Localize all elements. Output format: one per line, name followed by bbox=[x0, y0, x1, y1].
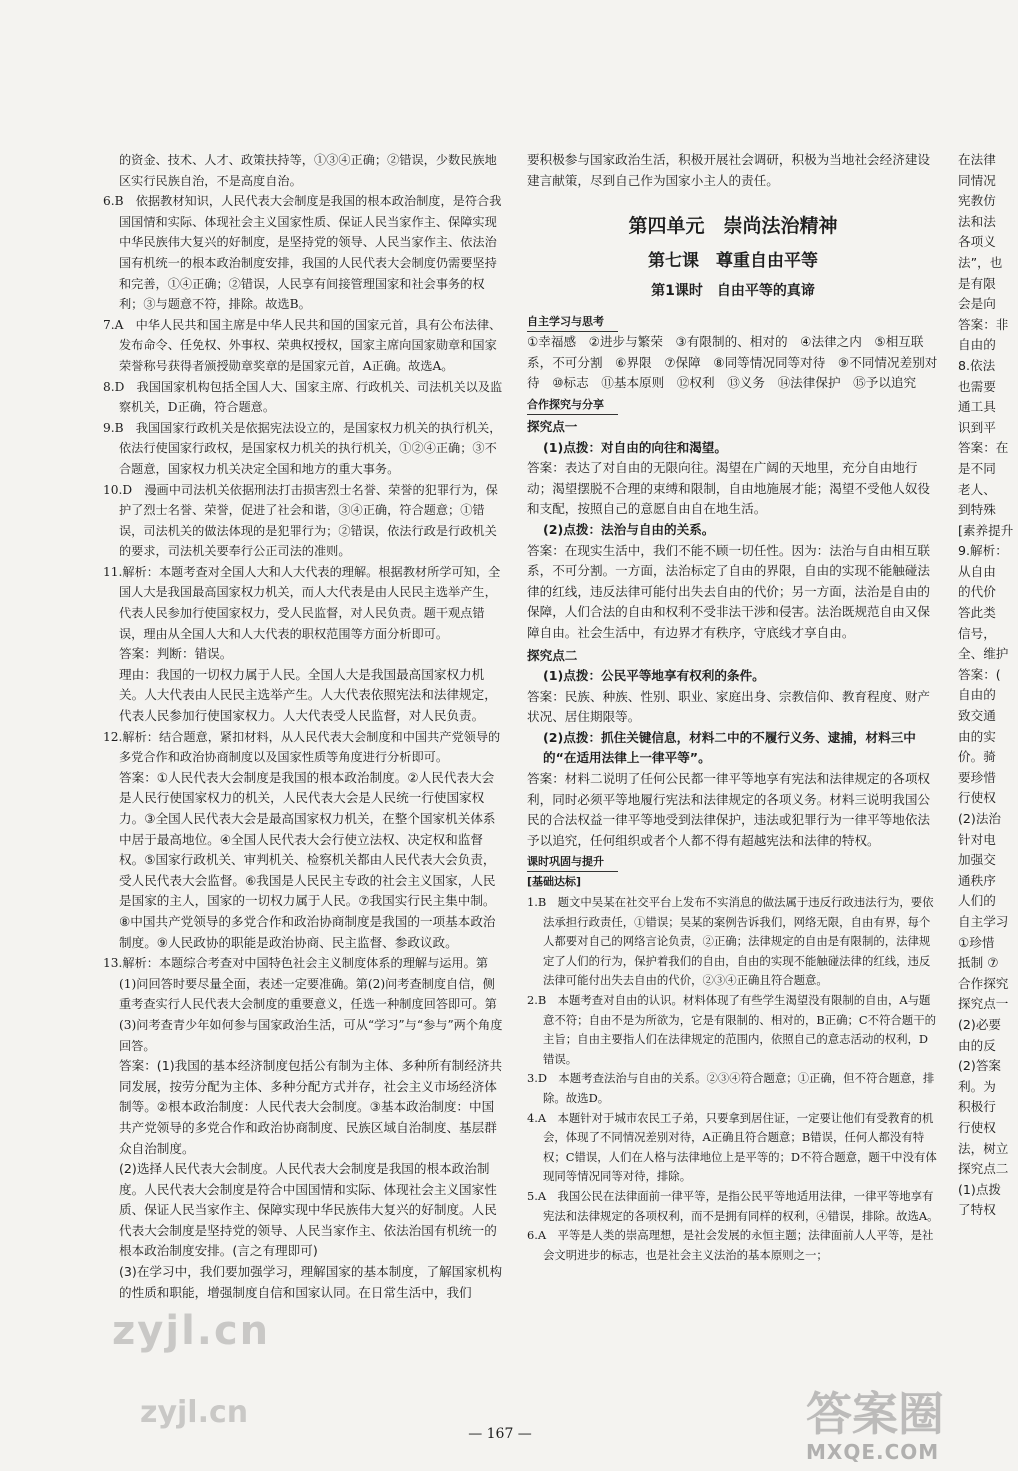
answer-item-13-answer-1: 答案：(1)我国的基本经济制度包括公有制为主体、多种所有制经济共同发展，按劳分配为主体、多种分配方式并存，社会主义市场经济体制等。②根本政治制度：人民代表大会制度。③基本政治制度：中国共产党领导的多党合作和政治协商制度、民族区域自治制度、基层群众自治制度。 bbox=[119, 1058, 503, 1156]
explore-2-question-2: (2)点拨：抓住关键信息，材料二中的不履行义务、逮捕，材料三中的“在适用法律上一律平等”。 bbox=[543, 729, 916, 766]
right-column-line: 针对电 bbox=[958, 831, 996, 847]
page-number: — 167 — bbox=[468, 1426, 532, 1442]
right-column-line: 价。骑 bbox=[958, 749, 996, 765]
right-column-line: 信号， bbox=[958, 625, 996, 641]
right-column-line: 了特权 bbox=[958, 1202, 996, 1218]
right-column-line: 探究点一 bbox=[958, 996, 1009, 1012]
right-column-line: 探究点二 bbox=[958, 1161, 1009, 1177]
right-column-line: 答案：非 bbox=[958, 316, 1009, 332]
right-column-line: 答案：在 bbox=[958, 440, 1009, 456]
right-column-line: 也需要 bbox=[958, 378, 996, 394]
right-column-line: 答此类 bbox=[958, 605, 996, 621]
explore-1-answer-2: 答案：在现实生活中，我们不能不顾一切任性。因为：法治与自由相互联系，不可分割。一方面，法治标定了自由的界限，自由的实现不能触碰法律的红线，违反法律可能付出失去自由的代价；另一方面，法治是自由的保障，人们合法的自由和权利不受非法干涉和侵害。法治既规范自由又保障自由。社会生活中，有边界才有秩序，守底线才享自由。 bbox=[527, 542, 930, 640]
right-column-line: [素养提升 bbox=[958, 522, 1014, 538]
right-column-line: 全、维护 bbox=[958, 646, 1009, 662]
right-column-line: (2)必要 bbox=[958, 1016, 1002, 1032]
right-column-line: (2)答案 bbox=[958, 1058, 1002, 1074]
answer-item-7: 7.A 中华人民共和国主席是中华人民共和国的国家元首，具有公布法律、发布命令、任免权、外事权、荣典权授权，国家主席向国家勋章和国家荣誉称号获得者颁授勋章奖章的是国家元首，A正确。故选A。 bbox=[103, 317, 502, 373]
right-column-line: 通秩序 bbox=[958, 872, 996, 888]
right-column-line: 致交通 bbox=[958, 708, 996, 724]
explore-point-1-heading: 探究点一 bbox=[527, 418, 578, 434]
right-column-line: 自由的 bbox=[958, 687, 996, 703]
explore-2-answer-1: 答案：民族、种族、性别、职业、家庭出身、宗教信仰、教育程度、财产状况、居住期限等。 bbox=[527, 688, 930, 725]
answer-item-12-answer: 答案：①人民代表大会制度是我国的根本政治制度。②人民代表大会是人民行使国家权力的机关，人民代表大会是人民统一行使国家权力。③全国人民代表大会是最高国家权力机关，在整个国家机关体系中居于最高地位。④全国人民代表大会行使立法权、决定权和监督权。⑤国家行政机关、审判机关、检察机关都由人民代表大会负责，受人民代表大会监督。⑥我国是人民民主专政的社会主义国家，人民是国家的主人，国家的一切权力属于人民。⑦我国实行民主集中制。⑧中国共产党领导的多党合作和政治协商制度是我国的一项基本政治制度。⑨人民政协的职能是政治协商、民主监督、参政议政。 bbox=[119, 769, 496, 950]
right-column-line: 行使权 bbox=[958, 1119, 996, 1135]
watermark-url: MXQE.COM bbox=[806, 1440, 940, 1464]
explore-1-question-2: (2)点拨：法治与自由的关系。 bbox=[543, 521, 715, 537]
answer-item-11-analysis: 11.解析：本题考查对全国人大和人大代表的理解。根据教材所学可知，全国人大是我国最高国家权力机关，而人大代表是由人民民主选举产生，代表人民参加行使国家权力，受人民监督，对人民负责。题干观点错误，理由从全国人大和人大代表的职权范围等方面分析即可。 bbox=[103, 564, 501, 641]
exercise-item-2: 2.B 本题考查对自由的认识。材料体现了有些学生渴望没有限制的自由，A与题意不符；自由不是为所欲为，它是有限制的、相对的，B正确；C不符合题干的主旨；自由主要指人们在法律规定的范围内，依照自己的意志活动的权利，D错误。 bbox=[527, 993, 936, 1066]
watermark-left: zyjl.cn bbox=[112, 1308, 271, 1354]
right-column-line: 法，树立 bbox=[958, 1140, 1009, 1156]
explore-1-answer-1: 答案：表达了对自由的无限向往。渴望在广阔的天地里，充分自由地行动；渴望摆脱不合理的束缚和限制，自由地施展才能；渴望不受他人奴役和支配，按照自己的意愿自由自在地生活。 bbox=[527, 460, 930, 517]
right-column-line: 自主学习 bbox=[958, 913, 1009, 929]
left-column bbox=[103, 150, 505, 1303]
watermark-bottom: zyjl.cn bbox=[140, 1395, 249, 1430]
right-column-line: 在法律 bbox=[958, 152, 996, 167]
explore-point-2-heading: 探究点二 bbox=[527, 647, 578, 663]
right-column-line: 人们的 bbox=[958, 893, 996, 909]
intro-paragraph: 要积极参与国家政治生活，积极开展社会调研，积极为当地社会经济建设建言献策，尽到自己作为国家小主人的责任。 bbox=[527, 152, 930, 188]
period-title: 第1课时 自由平等的真谛 bbox=[651, 283, 815, 300]
answer-item-13-answer-2: (2)选择人民代表大会制度。人民代表大会制度是我国的根本政治制度。人民代表大会制度是符合中国国情和实际、体现社会主义国家性质、保证人民当家作主、保障实现中华民族伟大复兴的好制度。人民代表大会制度是坚持党的领导、人民当家作主、依法治国有机统一的根本政治制度安排。(言之有理即可) bbox=[119, 1161, 497, 1259]
answer-item-8: 8.D 我国国家机构包括全国人大、国家主席、行政机关、司法机关以及监察机关，D正确，符合题意。 bbox=[103, 379, 503, 415]
answer-item-11-answer: 答案：判断：错误。 bbox=[119, 646, 233, 662]
right-column-cropped bbox=[958, 150, 1018, 1221]
exercise-item-3: 3.D 本题考查法治与自由的关系。②③④符合题意；①正确，但不符合题意，排除。故选D。 bbox=[527, 1071, 935, 1105]
right-column-line: 要珍惜 bbox=[958, 769, 996, 785]
right-column-line: 是有限 bbox=[958, 275, 996, 291]
right-column-line: 各项义 bbox=[958, 234, 996, 250]
exercise-item-6: 6.A 平等是人类的崇高理想，是社会发展的永恒主题；法律面前人人平等，是社会文明进步的标志，也是社会主义法治的基本原则之一； bbox=[527, 1228, 934, 1262]
right-column-line: 同情况 bbox=[958, 172, 996, 188]
right-column-line: 由的反 bbox=[958, 1037, 996, 1053]
right-column-line: (1)点拨 bbox=[958, 1181, 1002, 1197]
lesson-title: 第七课 尊重自由平等 bbox=[648, 251, 818, 272]
section-heading-consolidation: 课时巩固与提升 bbox=[527, 853, 618, 872]
answer-item-10: 10.D 漫画中司法机关依据刑法打击损害烈士名誉、荣誉的犯罪行为，保护了烈士名誉、荣誉，促进了社会和谐，③④正确，符合题意；①错误，司法机关的做法体现的是犯罪行为；②错误，依法行政是行政机关的要求，司法机关要奉行公正司法的准则。 bbox=[103, 482, 498, 559]
self-study-answers: ①幸福感 ②进步与繁荣 ③有限制的、相对的 ④法律之内 ⑤相互联系，不可分割 ⑥界限 ⑦保障 ⑧同等情况同等对待 ⑨不同情况差别对待 ⑩标志 ⑪基本原则 ⑫权利 ⑬义务 ⑭法律保护 ⑮予以追究 bbox=[527, 334, 938, 391]
middle-column bbox=[527, 150, 939, 1265]
right-column-line: 是不同 bbox=[958, 460, 996, 476]
explore-1-question-1: (1)点拨：对自由的向往和渴望。 bbox=[543, 439, 727, 455]
right-column-line: 由的实 bbox=[958, 728, 996, 744]
answer-item-12-analysis: 12.解析：结合题意，紧扣材料，从人民代表大会制度和中国共产党领导的多党合作和政治协商制度以及国家性质等角度进行分析即可。 bbox=[103, 729, 501, 765]
exercise-item-5: 5.A 我国公民在法律面前一律平等，是指公民平等地适用法律，一律平等地享有宪法和法律规定的各项权利，而不是拥有同样的权利，④错误，排除。故选A。 bbox=[527, 1188, 939, 1223]
right-column-line: 合作探究 bbox=[958, 975, 1009, 991]
explore-2-question-1: (1)点拨：公民平等地享有权利的条件。 bbox=[543, 668, 765, 684]
right-column-line: (2)法治 bbox=[958, 811, 1002, 826]
right-column-line: 行使权 bbox=[958, 790, 996, 806]
exercise-item-1: 1.B 题文中吴某在社交平台上发布不实消息的做法属于违反行政违法行为，要依法承担行政责任，①错误；吴某的案例告诉我们，网络无限，自由有界，每个人都要对自己的网络言论负责，②正确；法律规定的自由是有限制的，法律规定了人们的行为，保护着我们的自由，自由的实现不能触碰法律的红线，违反法律可能付出失去自由的代价，②③④正确且符合题意。 bbox=[527, 895, 934, 988]
unit-title: 第四单元 崇尚法治精神 bbox=[628, 215, 838, 238]
right-column-line: 自由的 bbox=[958, 337, 996, 353]
exercise-item-4: 4.A 本题针对于城市农民工子弟，只要拿到居住证，一定要让他们有受教育的机会，体现了不同情况差别对待，A正确且符合题意；B错误，任何人都没有特权；C错误，人们在人格与法律地位上是平等的；D不符合题意，题干中没有体现同等情况同等对待，排除。 bbox=[527, 1110, 937, 1184]
answer-paragraph: 的资金、技术、人才、政策扶持等，①③④正确；②错误，少数民族地区实行民族自治，不是高度自治。 bbox=[119, 153, 497, 188]
right-column-line: 积极行 bbox=[958, 1099, 996, 1115]
answer-item-13-answer-3: (3)在学习中，我们要加强学习，理解国家的基本制度，了解国家机构的性质和职能，增强制度自信和国家认同。在日常生活中，我们 bbox=[119, 1264, 503, 1300]
right-column-line: 会是向 bbox=[958, 296, 996, 312]
answer-item-11-reason: 理由：我国的一切权力属于人民。全国人大是我国最高国家权力机关。人大代表由人民民主选举产生。人大代表依照宪法和法律规定，代表人民参加行使国家权力。人大代表受人民监督，对人民负责。 bbox=[119, 666, 497, 724]
section-heading-self-study: 自主学习与思考 bbox=[527, 313, 618, 332]
right-column-line: 老人、 bbox=[958, 481, 996, 497]
answer-item-9: 9.B 我国国家行政机关是依据宪法设立的，是国家权力机关的执行机关，依法行使国家行政权，是国家权力机关的执行机关，①②④正确；③不合题意，国家权力机关决定全国和地方的重大事务。 bbox=[103, 420, 502, 476]
right-column-line: 加强交 bbox=[958, 852, 996, 868]
right-column-line: 从自由 bbox=[958, 563, 996, 579]
right-column-line: 识到平 bbox=[958, 419, 996, 435]
right-column-line: 宪教仿 bbox=[958, 193, 996, 209]
right-column-line: 法”，也 bbox=[958, 254, 1003, 270]
answer-item-13-analysis: 13.解析：本题综合考查对中国特色社会主义制度体系的理解与运用。第(1)问回答时要尽量全面，表述一定要准确。第(2)问考查制度自信，侧重考查实行人民代表大会制度的重要意义，任选一种制度回答即可。第(3)问考查青少年如何参与国家政治生活，可从“学习”与“参与”两个角度回答。 bbox=[103, 956, 503, 1053]
section-heading-cooperation: 合作探究与分享 bbox=[527, 396, 618, 415]
right-column-line: 利。为 bbox=[958, 1078, 996, 1094]
right-column-line: 的代价 bbox=[958, 584, 996, 600]
watermark-stamp-text: 答案圈 bbox=[806, 1387, 944, 1441]
explore-2-answer-2: 答案：材料二说明了任何公民都一律平等地享有宪法和法律规定的各项权利，同时必须平等地履行宪法和法律规定的各项义务。材料三说明我国公民的合法权益一律平等地受到法律保护，违法或犯罪行为一律平等地依法予以追究，任何组织或者个人都不得有超越宪法和法律的特权。 bbox=[527, 771, 930, 848]
right-column-line: 到特殊 bbox=[958, 502, 996, 518]
right-column-line: 8.依法 bbox=[958, 357, 996, 373]
right-column-line: 答案：( bbox=[958, 666, 1001, 682]
answer-item-6: 6.B 依据教材知识，人民代表大会制度是我国的根本政治制度，是符合我国国情和实际、体现社会主义国家性质、保证人民当家作主、保障实现中华民族伟大复兴的好制度，是坚持党的领导、人民当家作主、依法治国有机统一的根本政治制度安排，我国的人民代表大会制度仍需要坚持和完善，①④正确；②错误，人民享有间接管理国家和社会事务的权利；③与题意不符，排除。故选B。 bbox=[103, 194, 502, 312]
right-column-line: 9.解析： bbox=[958, 543, 1008, 559]
right-column-line: 通工具 bbox=[958, 399, 996, 415]
right-column-line: 抵制 ⑦ bbox=[958, 955, 999, 971]
right-column-line: 法和法 bbox=[958, 213, 996, 229]
basic-standard-label: [基础达标] bbox=[527, 875, 582, 889]
right-column-line: ①珍惜 bbox=[958, 934, 995, 950]
